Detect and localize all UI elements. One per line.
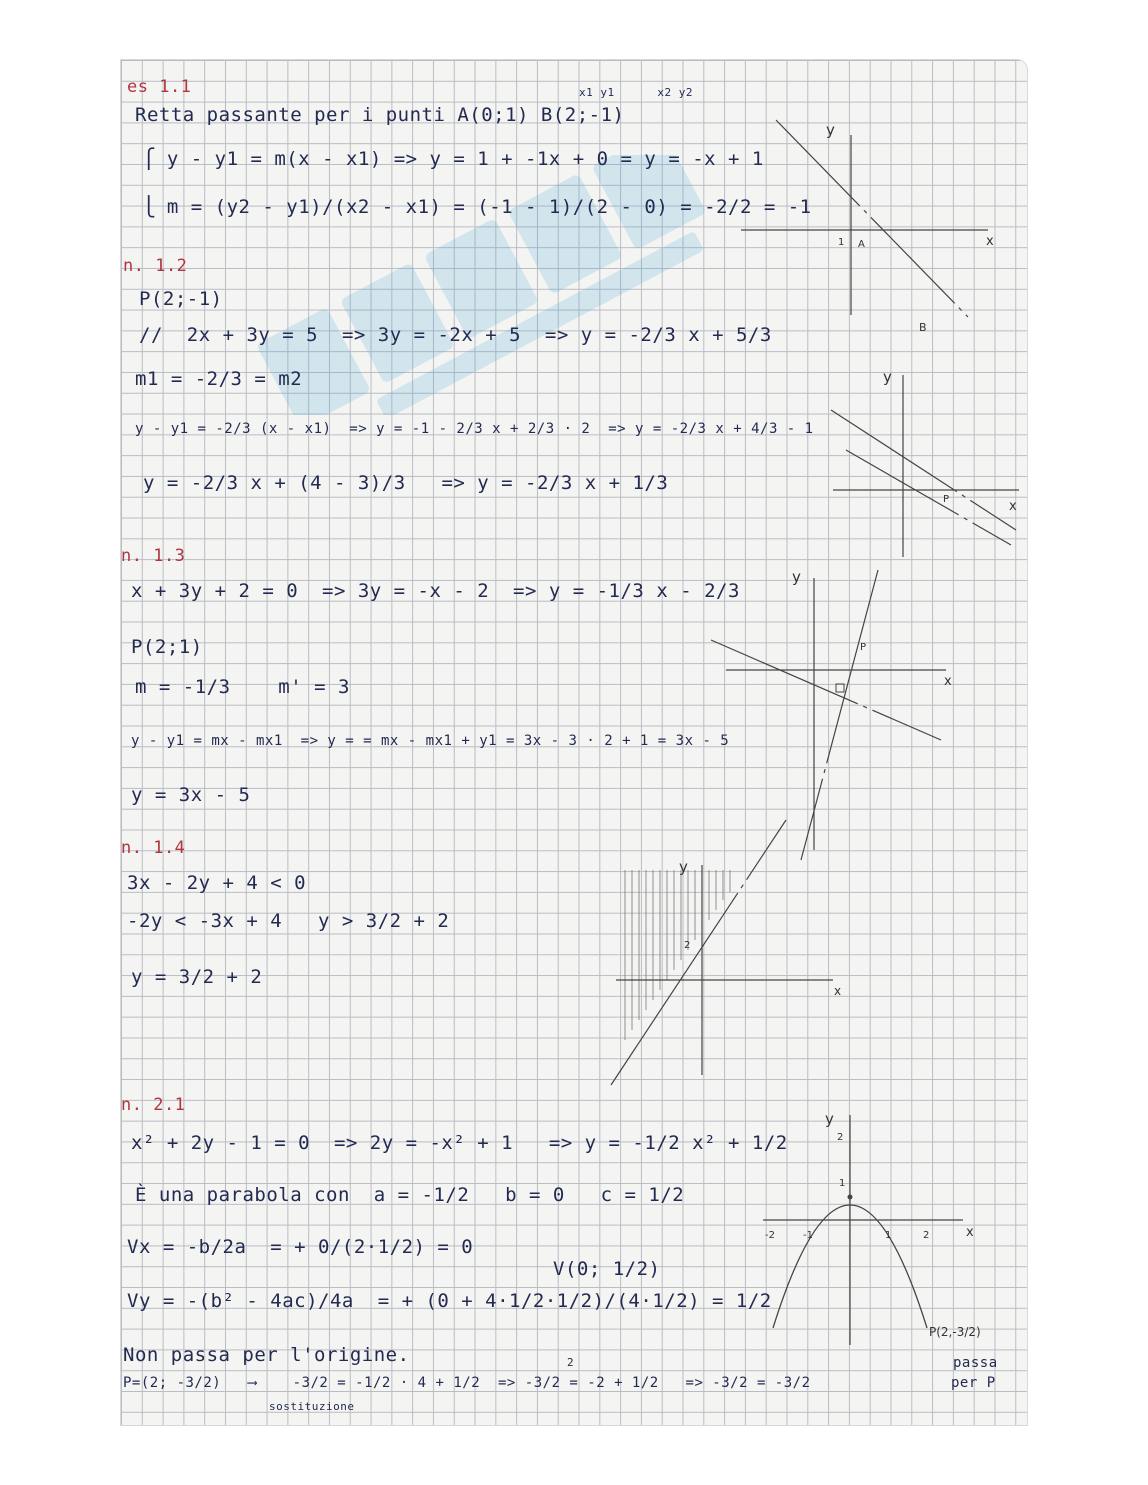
ex21-tick-m2: -2 [765, 1230, 775, 1241]
ex21-y-label: y [825, 1110, 834, 1128]
ex13-slopes: m = -1/3 m' = 3 [135, 676, 350, 698]
ex21-tick-y1: 1 [839, 1178, 846, 1189]
ex11-line [776, 120, 968, 317]
ex21-per-p: per P [951, 1375, 996, 1391]
ex21-equation: x² + 2y - 1 = 0 => 2y = -x² + 1 => y = -1/2 x² + 1/2 [131, 1132, 788, 1154]
point-indices: x1 y1 x2 y2 [579, 86, 693, 99]
exercise-1-1-header: es 1.1 [127, 77, 192, 97]
ex11-x-label: x [986, 234, 994, 249]
ex11-statement: Retta passante per i punti A(0;1) B(2;-1) [135, 104, 625, 126]
ex14-inequality: 3x - 2y + 4 < 0 [127, 872, 307, 894]
ex21-tick-2: 2 [923, 1230, 930, 1241]
ex12-x-label: x [1009, 499, 1017, 514]
ex13-line-given [711, 640, 941, 740]
ex11-slope: ⎩ m = (y2 - y1)/(x2 - x1) = (-1 - 1)/(2 - 0) = -2/2 = -1 [143, 196, 812, 218]
ex13-right-angle [836, 684, 844, 692]
ex12-p-label: P [943, 494, 950, 505]
ex21-tick-1: 1 [885, 1230, 892, 1241]
ex21-vx: Vx = -b/2a = + 0/(2·1/2) = 0 [127, 1236, 474, 1258]
ex14-x-label: x [834, 984, 842, 998]
ex13-equation: x + 3y + 2 = 0 => 3y = -x - 2 => y = -1/3 x - 2/3 [131, 580, 740, 602]
ex12-point: P(2;-1) [139, 288, 223, 310]
ex21-vy: Vy = -(b² - 4ac)/4a = + (0 + 4·1/2·1/2)/(4·1/2) = 1/2 [127, 1290, 772, 1312]
ex11-b-label: B [919, 321, 927, 334]
ex11-graph [736, 105, 1001, 334]
exercise-1-2-header: n. 1.2 [123, 256, 188, 276]
ex14-graph [611, 850, 851, 1090]
ex13-point: P(2;1) [131, 636, 203, 658]
ex21-exponent: 2 [567, 1356, 575, 1369]
ex12-derivation: y - y1 = -2/3 (x - x1) => y = -1 - 2/3 x + 2/3 · 2 => y = -2/3 x + 4/3 - 1 [135, 421, 814, 437]
exercise-2-1-header: n. 2.1 [121, 1095, 186, 1115]
ex21-tick-y2: 2 [837, 1132, 844, 1143]
ex12-slopes: m1 = -2/3 = m2 [135, 368, 303, 390]
ex13-x-label: x [944, 674, 952, 689]
ex21-x-label: x [966, 1225, 974, 1240]
ex12-graph [821, 360, 1021, 560]
ex11-y-label: y [826, 121, 835, 139]
ex21-origin-note: Non passa per l'origine. [123, 1344, 410, 1366]
ex12-y-label: y [883, 368, 892, 386]
ex21-tick-m1: -1 [803, 1230, 813, 1241]
ex14-step: -2y < -3x + 4 y > 3/2 + 2 [127, 910, 450, 932]
ex11-equation: ⎧ y - y1 = m(x - x1) => y = 1 + -1x + 0 = y = -x + 1 [143, 148, 764, 170]
exercise-1-3-header: n. 1.3 [121, 546, 186, 566]
ex12-line-1 [831, 410, 1016, 530]
ex21-coefficients: È una parabola con a = -1/2 b = 0 c = 1/2 [135, 1184, 685, 1206]
ex11-one-label: 1 [838, 237, 845, 248]
ex21-vertex: V(0; 1/2) [553, 1258, 661, 1280]
ex13-perpendicular [801, 570, 878, 860]
ex12-line-2 [846, 450, 1011, 545]
ex13-y-label: y [792, 568, 801, 586]
notebook-page [121, 60, 1027, 1425]
ex21-vertex-point [848, 1195, 853, 1200]
ex21-substitution: P=(2; -3/2) ⟶ -3/2 = -1/2 · 4 + 1/2 => -3/2 = -2 + 1/2 => -3/2 = -3/2 [123, 1375, 811, 1391]
ex11-a-label: A [858, 239, 865, 250]
ex13-graph [706, 560, 956, 860]
ex13-derivation: y - y1 = mx - mx1 => y = = mx - mx1 + y1 = 3x - 3 · 2 + 1 = 3x - 5 [131, 733, 730, 749]
ex12-parallel: // 2x + 3y = 5 => 3y = -2x + 5 => y = -2/3 x + 5/3 [139, 324, 772, 346]
ex14-y-label: y [679, 858, 688, 876]
ex14-boundary-line [611, 820, 786, 1085]
exercise-1-4-header: n. 1.4 [121, 838, 186, 858]
ex21-p-label: P(2,-3/2) [929, 1325, 981, 1339]
ex14-two-label: 2 [684, 940, 691, 951]
ex13-result: y = 3x - 5 [131, 784, 251, 806]
ex21-graph [753, 1100, 1008, 1350]
ex14-shaded-region [625, 870, 730, 1040]
ex14-boundary: y = 3/2 + 2 [131, 966, 263, 988]
ex13-p-label: P [860, 642, 867, 653]
ex21-substitution-label: sostituzione [269, 1400, 355, 1413]
ex21-passes-word: passa [953, 1355, 998, 1371]
ex12-result: y = -2/3 x + (4 - 3)/3 => y = -2/3 x + 1/3 [143, 472, 669, 494]
